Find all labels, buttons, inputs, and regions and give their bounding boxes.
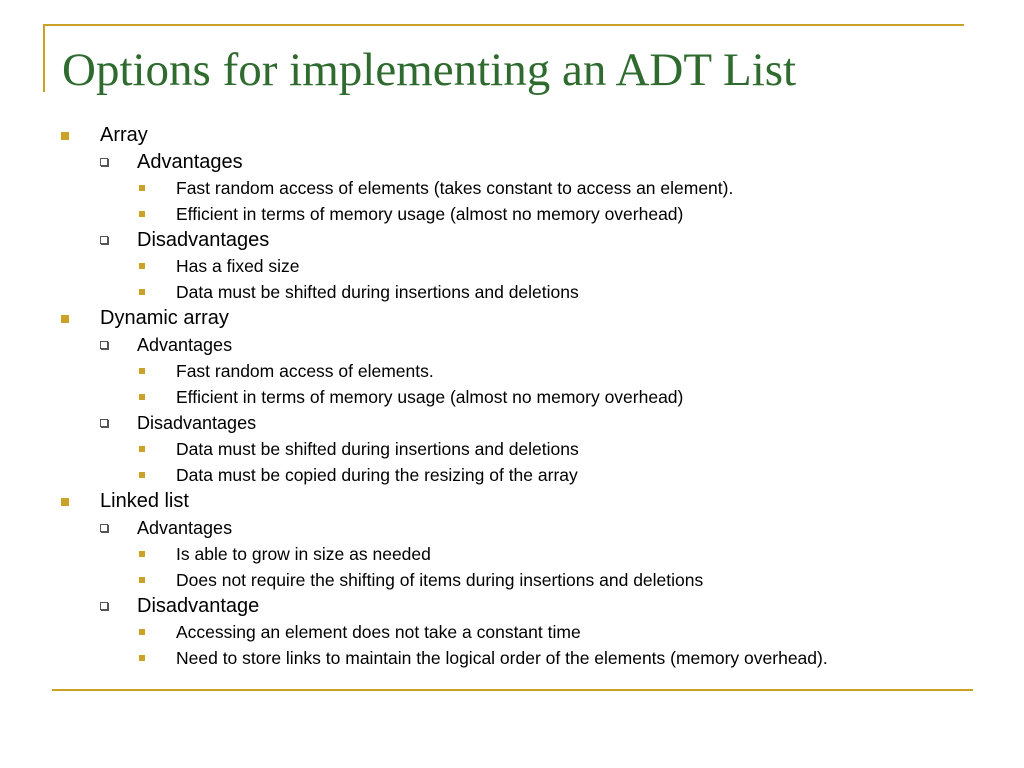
square-bullet-icon xyxy=(139,551,145,557)
list-item-text: Does not require the shifting of items during insertions and deletions xyxy=(176,570,704,590)
hollow-square-bullet-icon xyxy=(100,524,108,532)
list-item xyxy=(60,567,1000,593)
square-bullet-icon xyxy=(139,289,145,295)
top-rule xyxy=(43,24,964,26)
list-item-text: Need to store links to maintain the logical order of the elements (memory overhead). xyxy=(176,648,828,668)
subheading-label: Advantages xyxy=(137,151,243,173)
section-label: Dynamic array xyxy=(100,307,229,329)
list-item-text: Data must be shifted during insertions and deletions xyxy=(176,439,579,459)
square-bullet-icon xyxy=(139,185,145,191)
section-dynamic-array xyxy=(60,305,1000,332)
list-item xyxy=(60,358,1000,384)
square-bullet-icon xyxy=(61,132,69,140)
list-item-text: Fast random access of elements. xyxy=(176,361,434,381)
subheading-disadvantage xyxy=(60,593,1000,619)
square-bullet-icon xyxy=(139,629,145,635)
section-label: Linked list xyxy=(100,490,189,512)
section-label: Array xyxy=(100,124,148,146)
subheading-advantages xyxy=(60,515,1000,541)
subheading-label: Advantages xyxy=(137,335,233,355)
list-item xyxy=(60,436,1000,462)
list-item xyxy=(60,201,1000,227)
square-bullet-icon xyxy=(139,368,145,374)
hollow-square-bullet-icon xyxy=(100,236,108,244)
subheading-label: Disadvantages xyxy=(137,229,270,251)
outline-list xyxy=(60,122,1000,671)
section-linked-list xyxy=(60,488,1000,515)
left-rule xyxy=(43,24,45,92)
subheading-advantages xyxy=(60,332,1000,358)
subheading-advantages xyxy=(60,149,1000,175)
square-bullet-icon xyxy=(139,446,145,452)
subheading-disadvantages xyxy=(60,410,1000,436)
bottom-rule xyxy=(52,689,973,691)
list-item xyxy=(60,645,1000,671)
square-bullet-icon xyxy=(61,315,69,323)
list-item xyxy=(60,253,1000,279)
square-bullet-icon xyxy=(139,263,145,269)
square-bullet-icon xyxy=(61,498,69,506)
subheading-label: Disadvantage xyxy=(137,595,260,617)
list-item-text: Data must be copied during the resizing of the array xyxy=(176,465,578,485)
list-item-text: Efficient in terms of memory usage (almost no memory overhead) xyxy=(176,387,684,407)
subheading-label: Advantages xyxy=(137,518,233,538)
list-item xyxy=(60,384,1000,410)
square-bullet-icon xyxy=(139,394,145,400)
list-item xyxy=(60,175,1000,201)
square-bullet-icon xyxy=(139,655,145,661)
square-bullet-icon xyxy=(139,211,145,217)
list-item xyxy=(60,462,1000,488)
list-item-text: Accessing an element does not take a constant time xyxy=(176,622,581,642)
hollow-square-bullet-icon xyxy=(100,602,108,610)
list-item xyxy=(60,619,1000,645)
list-item-text: Fast random access of elements (takes constant to access an element). xyxy=(176,178,734,198)
list-item-text: Is able to grow in size as needed xyxy=(176,544,431,564)
square-bullet-icon xyxy=(139,472,145,478)
list-item xyxy=(60,541,1000,567)
subheading-disadvantages xyxy=(60,227,1000,253)
hollow-square-bullet-icon xyxy=(100,419,108,427)
list-item xyxy=(60,279,1000,305)
section-array xyxy=(60,122,1000,149)
hollow-square-bullet-icon xyxy=(100,341,108,349)
list-item-text: Efficient in terms of memory usage (almost no memory overhead) xyxy=(176,204,684,224)
list-item-text: Has a fixed size xyxy=(176,256,300,276)
square-bullet-icon xyxy=(139,577,145,583)
hollow-square-bullet-icon xyxy=(100,158,108,166)
subheading-label: Disadvantages xyxy=(137,413,257,433)
slide-title: Options for implementing an ADT List xyxy=(62,44,797,96)
list-item-text: Data must be shifted during insertions and deletions xyxy=(176,282,579,302)
